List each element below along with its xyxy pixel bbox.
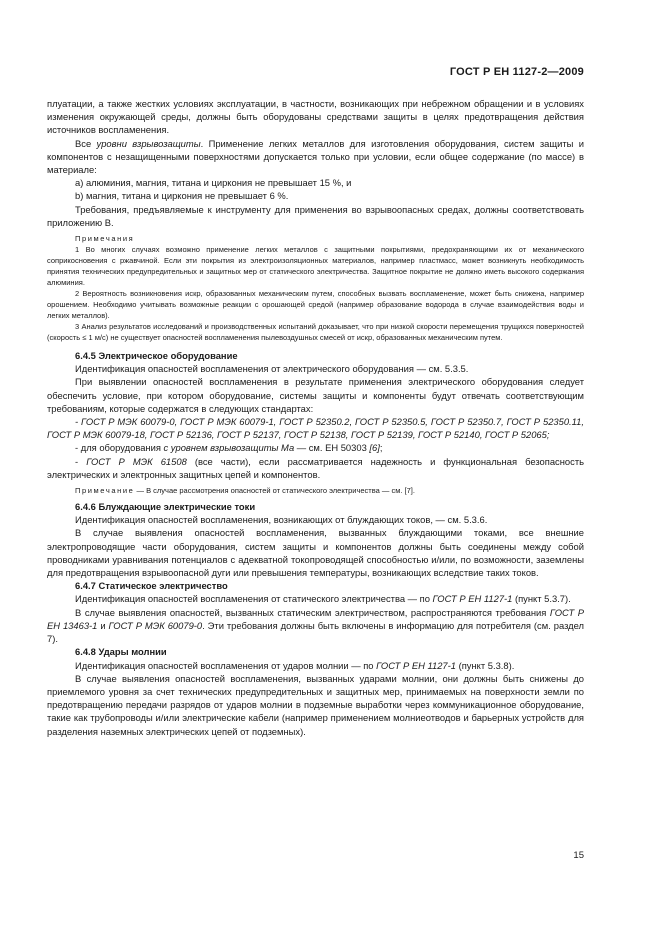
list-item-b: b) магния, титана и циркония не превышает 6 %. <box>75 190 289 202</box>
paragraph: Все уровни взрывозащиты. Применение легких металлов для изготовления оборудования, систем защиты и компонентов с незащищенными поверхностями допускается только при условии, если общее содержание (по массе) в материале: <box>47 137 584 176</box>
document-header: ГОСТ Р ЕН 1127-2—2009 <box>449 66 584 78</box>
page-content <box>47 97 584 738</box>
section-note: Примечание — В случае рассмотрения опасностей от статического электричества — см. [7]. <box>75 486 415 496</box>
list-item-a: a) алюминия, магния, титана и циркония не превышает 15 %, и <box>75 177 352 189</box>
section-title-6-4-8: 6.4.8 Удары молнии <box>75 646 167 658</box>
note-2: 2 Вероятность возникновения искр, образованных механическим путем, способных вызвать воспламенение, может быть снижена, например орошением. Необходимо учитывать возможные реакции с орошающей средой (например образование водорода в случае взаимодействия воды и легких металлов). <box>47 289 584 321</box>
section-title-6-4-6: 6.4.6 Блуждающие электрические токи <box>75 501 256 513</box>
paragraph: Идентификация опасностей воспламенения от статического электричества — по ГОСТ Р ЕН 1127-1 (пункт 5.3.7). <box>75 593 571 605</box>
section-title-6-4-7: 6.4.7 Статическое электричество <box>75 580 228 592</box>
paragraph: В случае выявления опасностей воспламенения, вызванных ударами молнии, они должны быть снижены до приемлемого уровня за счет технических предупредительных и защитных мер, принимаемых на поверхности земли по предотвращению передачи разрядов от ударов молнии в подземные выработки через коммуникационное оборудование, такие как трубопроводы и/или электрические кабели (например применением молниеотводов и барьерных устройств для разделения наземных электрических цепей от подземных). <box>47 672 584 737</box>
emphasis: уровни взрывозащиты <box>96 137 201 149</box>
paragraph: При выявлении опасностей воспламенения в результате применения электрического оборудования следует обеспечить условие, при котором оборудование, системы защиты и компоненты будут отвечать соответствующим требованиям, которые содержатся в следующих стандартах: <box>47 376 584 414</box>
section-title-6-4-5: 6.4.5 Электрическое оборудование <box>75 350 238 362</box>
notes-title: Примечания <box>75 234 135 244</box>
note-1: 1 Во многих случаях возможно применение легких металлов с защитными покрытиями, предохраняющими их от механического соприкосновения с ржавчиной. Если эти покрытия из электроизоляционных материалов, например пластмасс, может возникнуть необходимость принятия технических предупредительных и защитных мер от статического электричества. Защитное покрытие не должно иметь высокого содержания алюминия. <box>47 245 584 288</box>
standards-list-item: - для оборудования с уровнем взрывозащиты Ма — см. ЕН 50303 [6]; <box>75 442 383 454</box>
paragraph: Идентификация опасностей воспламенения, возникающих от блуждающих токов, — см. 5.3.6. <box>75 514 488 526</box>
standards-list-item: - ГОСТ Р МЭК 61508 (все части), если рассматривается надежность и функциональная безопасность электрических и электронных защитных цепей и компонентов. <box>47 455 584 480</box>
paragraph: Идентификация опасностей воспламенения от ударов молнии — по ГОСТ Р ЕН 1127-1 (пункт 5.3.8). <box>75 659 515 671</box>
standards-list-item: - ГОСТ Р МЭК 60079-0, ГОСТ Р МЭК 60079-1, ГОСТ Р 52350.2, ГОСТ Р 52350.5, ГОСТ Р 52350.7, ГОСТ Р 52350.11, ГОСТ Р МЭК 60079-18, ГОСТ Р 52136, ГОСТ Р 52137, ГОСТ Р 52138, ГОСТ Р 52139, ГОСТ Р 52140, ГОСТ Р 52065; <box>47 416 584 441</box>
paragraph: В случае выявления опасностей воспламенения, вызванных блуждающими токами, все внешние электропроводящие части оборудования, систем защиты и компонентов должны быть соединены между собой проводниками уравнивания потенциалов с адекватной токопроводящей способностью и/или, по возможности, заземлены для предотвращения взрывоопасной дуги или превышения температуры, возникающих вследствие таких токов. <box>47 527 584 579</box>
paragraph: Требования, предъявляемые к инструменту для применения во взрывоопасных средах, должны соответствовать приложению В. <box>47 203 584 228</box>
paragraph: плуатации, а также жестких условиях эксплуатации, в частности, возникающих при небрежном обращении и в условиях изменения окружающей среды, должны быть оборудованы средствами защиты в целях предотвращения действия источников воспламенения. <box>47 98 584 136</box>
paragraph: В случае выявления опасностей, вызванных статическим электричеством, распространяются требования ГОСТ Р ЕН 13463-1 и ГОСТ Р МЭК 60079-0. Эти требования должны быть включены в информацию для потребителя (см. раздел 7). <box>47 606 584 645</box>
page-number: 15 <box>573 850 584 861</box>
paragraph: Идентификация опасностей воспламенения от электрического оборудования — см. 5.3.5. <box>75 363 469 375</box>
note-3: 3 Анализ результатов исследований и производственных испытаний доказывает, что при низкой скорости перемещения трущихся поверхностей (скорость ≤ 1 м/с) не существует опасностей воспламенения пылевоздушных смесей от искр, образованных механическим путем. <box>47 322 584 343</box>
